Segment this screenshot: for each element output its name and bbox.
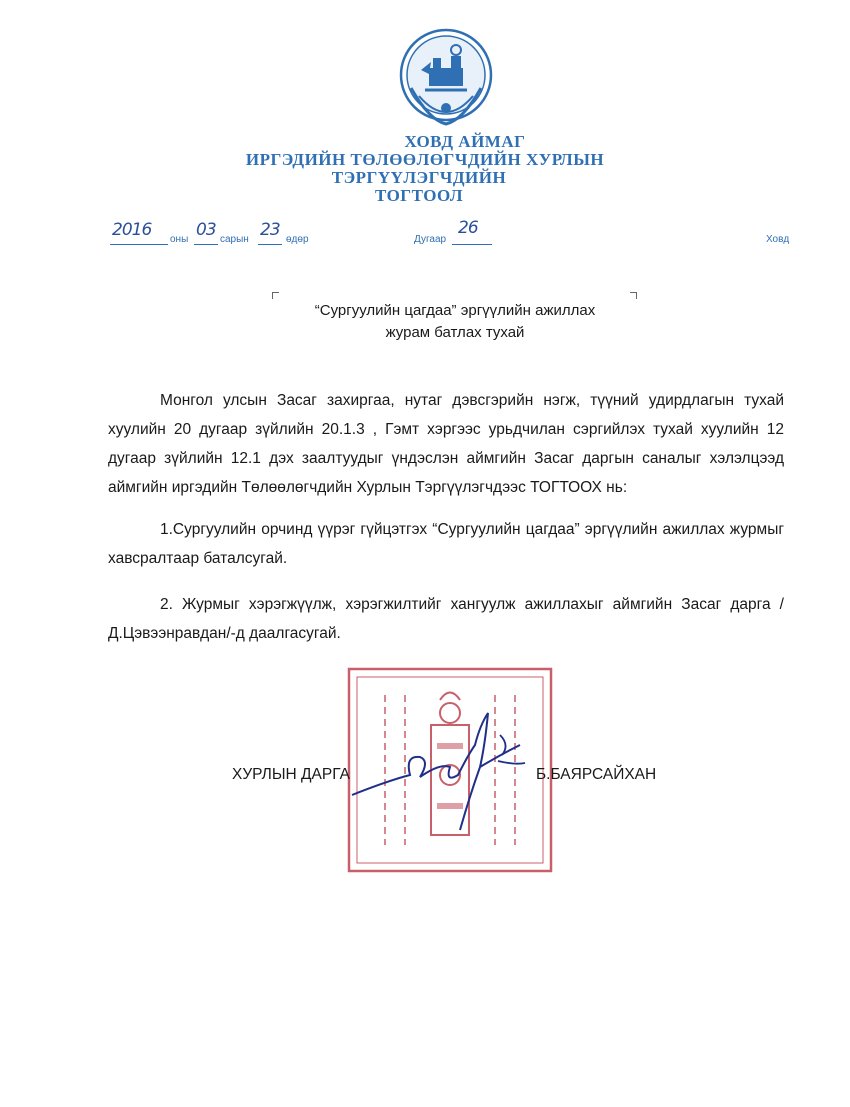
signatory-name: Б.БАЯРСАЙХАН	[536, 766, 657, 783]
day-suffix: өдөр	[286, 234, 309, 245]
place-name: Ховд	[766, 234, 790, 245]
meta-line	[110, 220, 810, 250]
paragraph-3: 2. Журмыг хэрэгжүүлж, хэрэгжилтийг хангуулж ажиллахыг аймгийн Засаг дарга /Д.Цэвээнравдан/-д даалгасугай.	[108, 596, 784, 642]
month-value: 03	[196, 220, 216, 240]
handwritten-signature-icon	[350, 705, 530, 835]
subject-corner-right	[630, 292, 637, 299]
paragraph-1: Монгол улсын Засаг захиргаа, нутаг дэвсгэрийн нэгж, түүний удирдлагын тухай хуулийн 20 дугаар зүйлийн 20.1.3 , Гэмт хэргээс урьдчилан сэргийлэх тухай хуулийн 12 дугаар зүйлийн 12.1 дэх заалтуудыг үндэслэн аймгийн Засаг даргын саналыг хэлэлцээд аймгийн иргэдийн Төлөөлөгчдийн Хурлын Тэргүүлэгчдээс ТОГТООХ нь:	[108, 392, 784, 496]
subject-line-1: “Сургуулийн цагдаа” эргүүлийн ажиллах	[314, 302, 596, 319]
soyombo-emblem-icon	[399, 28, 493, 128]
subject	[280, 300, 630, 344]
year-value: 2016	[112, 220, 152, 240]
month-suffix: сарын	[220, 234, 249, 245]
number-value: 26	[458, 218, 478, 238]
header-presidium: ТЭРГҮҮЛЭГЧДИЙН	[331, 168, 507, 187]
header-region: ХОВД АЙМАГ	[404, 132, 526, 151]
subject-corner-left	[272, 292, 279, 299]
subject-line-2: журам батлах тухай	[385, 324, 525, 341]
paragraph-2: 1.Сургуулийн орчинд үүрэг гүйцэтгэх “Сургуулийн цагдаа” эргүүлийн ажиллах журмыг хавсралтаар баталсугай.	[108, 521, 784, 567]
day-value: 23	[260, 220, 280, 240]
number-label: Дугаар	[414, 234, 447, 245]
header-resolution-title: ТОГТООЛ	[374, 186, 464, 205]
signatory-title: ХУРЛЫН ДАРГА	[232, 766, 350, 783]
year-suffix: оны	[170, 234, 189, 245]
header-council: ИРГЭДИЙН ТӨЛӨӨЛӨГЧДИЙН ХУРЛЫН	[245, 150, 605, 169]
